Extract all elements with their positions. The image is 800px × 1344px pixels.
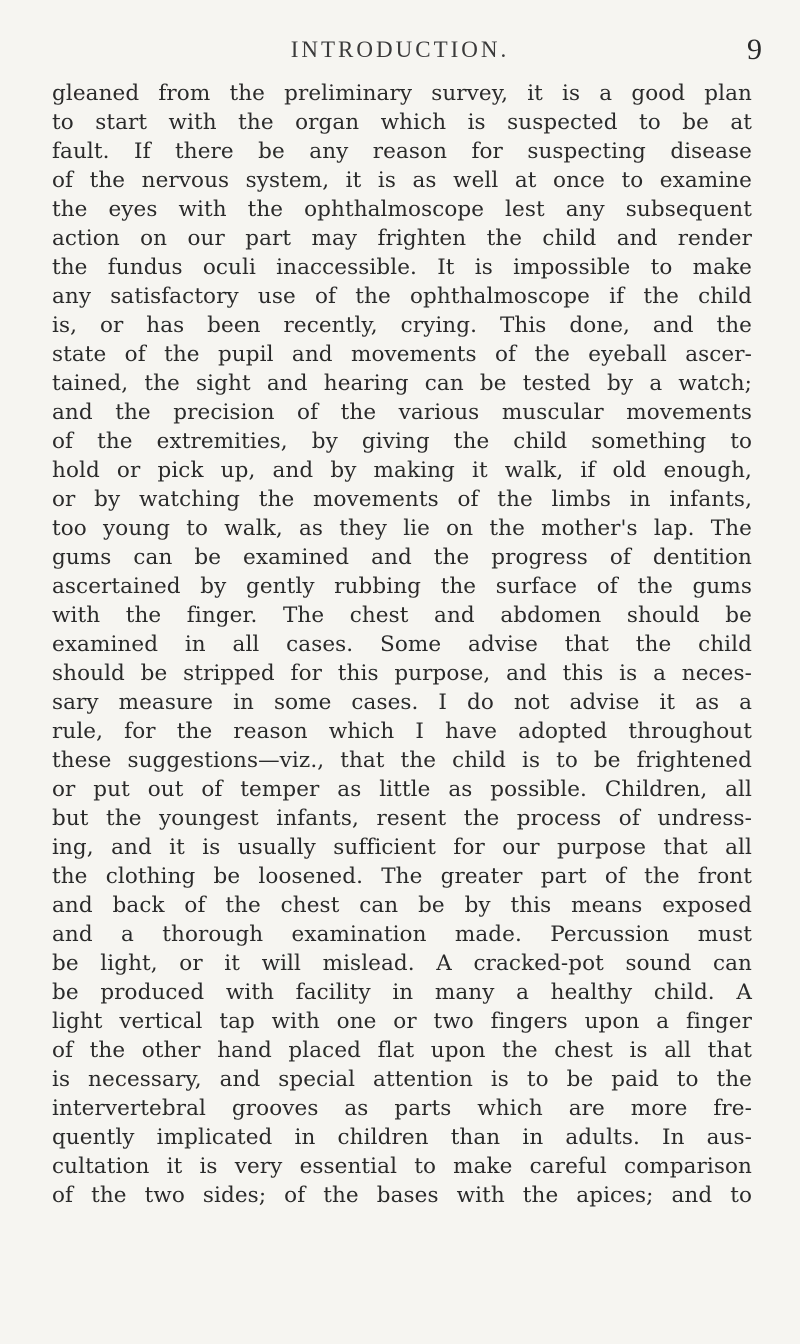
text-line: fault. If there be any reason for suspecting disease [52, 139, 752, 164]
text-line: of the extremities, by giving the child something to [52, 429, 752, 454]
text-line: or by watching the movements of the limbs in infants, [52, 487, 752, 512]
text-line: ing, and it is usually sufficient for our purpose that all [52, 835, 752, 860]
text-line: these suggestions—viz., that the child is to be frightened [52, 748, 752, 773]
text-line: ascertained by gently rubbing the surface of the gums [52, 574, 752, 599]
text-line: any satisfactory use of the ophthalmoscope if the child [52, 284, 752, 309]
text-line: but the youngest infants, resent the process of undress- [52, 806, 752, 831]
text-line: intervertebral grooves as parts which are more fre- [52, 1096, 752, 1121]
body-paragraph [52, 79, 752, 1210]
text-line: of the two sides; of the bases with the apices; and to [52, 1183, 752, 1208]
text-line: is, or has been recently, crying. This done, and the [52, 313, 752, 338]
text-line: tained, the sight and hearing can be tested by a watch; [52, 371, 752, 396]
text-line: cultation it is very essential to make careful comparison [52, 1154, 752, 1179]
text-line: and a thorough examination made. Percussion must [52, 922, 752, 947]
text-line: and back of the chest can be by this means exposed [52, 893, 752, 918]
text-line: rule, for the reason which I have adopted throughout [52, 719, 752, 744]
text-line: to start with the organ which is suspected to be at [52, 110, 752, 135]
text-line: with the finger. The chest and abdomen should be [52, 603, 752, 628]
text-line: and the precision of the various muscular movements [52, 400, 752, 425]
running-head [0, 30, 800, 70]
text-line: be produced with facility in many a healthy child. A [52, 980, 752, 1005]
text-line: gleaned from the preliminary survey, it is a good plan [52, 81, 752, 106]
text-line: sary measure in some cases. I do not advise it as a [52, 690, 752, 715]
text-line: of the nervous system, it is as well at once to examine [52, 168, 752, 193]
text-line: hold or pick up, and by making it walk, if old enough, [52, 458, 752, 483]
text-line: the fundus oculi inaccessible. It is impossible to make [52, 255, 752, 280]
text-line: light vertical tap with one or two fingers upon a finger [52, 1009, 752, 1034]
text-line: too young to walk, as they lie on the mother's lap. The [52, 516, 752, 541]
text-line: is necessary, and special attention is to be paid to the [52, 1067, 752, 1092]
text-line: gums can be examined and the progress of dentition [52, 545, 752, 570]
text-line: be light, or it will mislead. A cracked-pot sound can [52, 951, 752, 976]
text-line: quently implicated in children than in adults. In aus- [52, 1125, 752, 1150]
text-line: should be stripped for this purpose, and this is a neces- [52, 661, 752, 686]
text-line: examined in all cases. Some advise that the child [52, 632, 752, 657]
text-line: or put out of temper as little as possible. Children, all [52, 777, 752, 802]
text-line: action on our part may frighten the child and render [52, 226, 752, 251]
running-title: INTRODUCTION. [290, 37, 510, 62]
text-line: state of the pupil and movements of the eyeball ascer- [52, 342, 752, 367]
text-line: the clothing be loosened. The greater part of the front [52, 864, 752, 889]
text-line: the eyes with the ophthalmoscope lest any subsequent [52, 197, 752, 222]
page-number: 9 [747, 33, 762, 66]
text-line: of the other hand placed flat upon the chest is all that [52, 1038, 752, 1063]
